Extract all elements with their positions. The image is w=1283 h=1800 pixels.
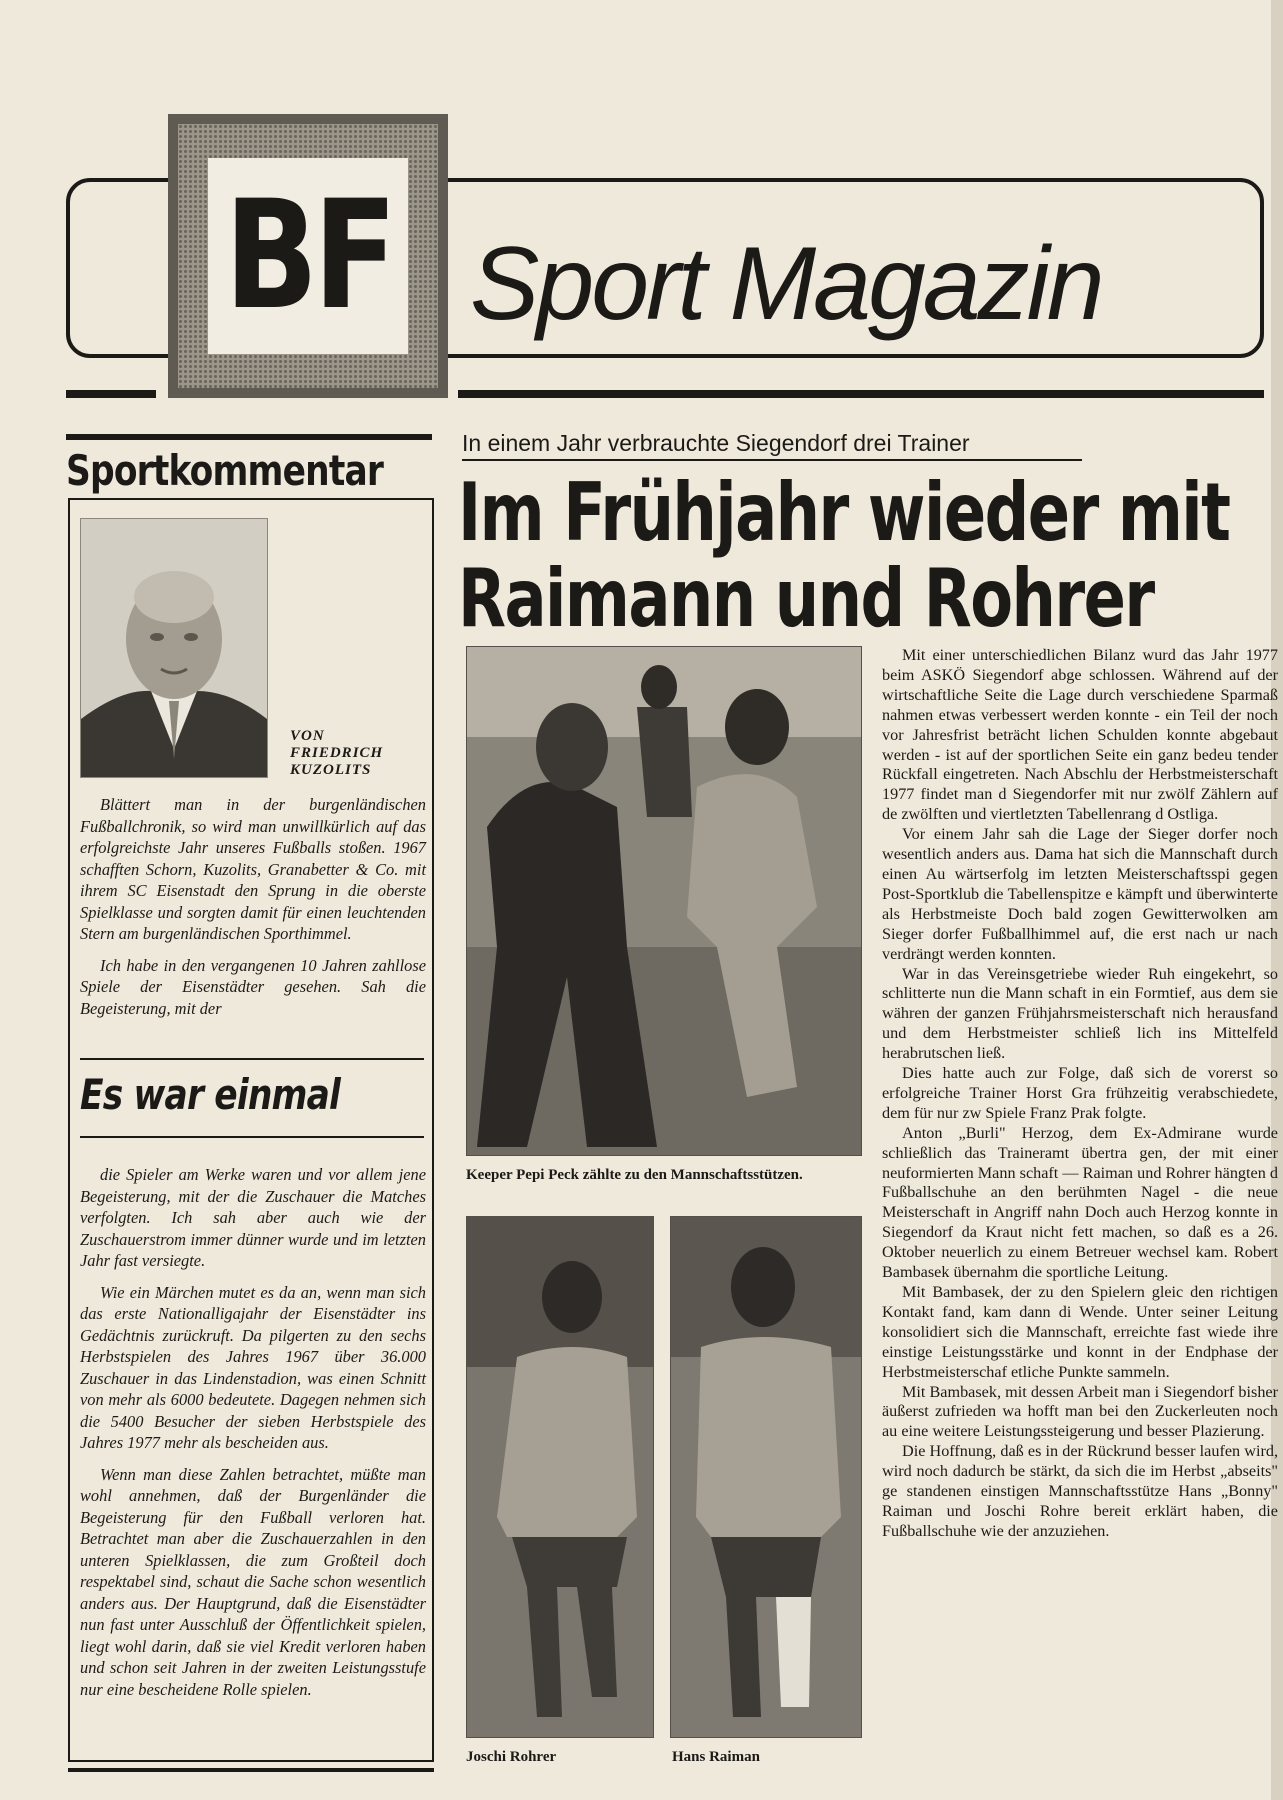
byline-von: VON xyxy=(290,728,325,744)
subheading-rule-bottom xyxy=(80,1136,424,1138)
magazine-title: Sport Magazin xyxy=(470,226,1102,342)
masthead-rule-left xyxy=(66,390,156,398)
bf-logo xyxy=(168,114,448,398)
commentary-text-top xyxy=(80,794,426,1029)
headline-line-2: Raimann und Rohrer xyxy=(458,552,1154,645)
raiman-photo-drawing xyxy=(671,1217,861,1737)
rohrer-photo xyxy=(466,1216,654,1738)
author-portrait xyxy=(80,518,268,778)
headline-line-1: Im Frühjahr wieder mit xyxy=(458,466,1230,559)
article-paragraph: Mit Bambasek, mit dessen Arbeit man i Siegendorf bisher äußerst zufrieden wa hofft man bei den Zuckerleuten noch au eine weitere Leistungssteigerung und besser Plazierung. xyxy=(882,1382,1278,1441)
author-portrait-drawing xyxy=(81,519,267,777)
commentary-paragraph: Blättert man in der burgenländischen Fußballchronik, so wird man unwillkürlich auf das erfolgreichste Jahr unseres Fußballs stoßen. 1967 schafften Schorn, Kuzolits, Granabetter & Co. mit ihrem SC Eisenstadt den Sprung in die oberste Spielklasse und sorgten damit für einen leuchtenden Stern am burgenländischen Sporthimmel. xyxy=(80,795,426,943)
keeper-photo xyxy=(466,646,862,1156)
commentary-subheading: Es war einmal xyxy=(80,1070,341,1119)
keeper-photo-drawing xyxy=(467,647,861,1155)
commentary-heading: Sportkommentar xyxy=(66,446,384,495)
raiman-photo xyxy=(670,1216,862,1738)
raiman-caption: Hans Raiman xyxy=(672,1749,760,1765)
author-byline xyxy=(290,728,430,779)
commentary-text-bottom xyxy=(80,1164,426,1710)
commentary-top-rule xyxy=(66,434,432,440)
bf-logo-inner xyxy=(208,158,408,354)
commentary-paragraph: Wie ein Märchen mutet es da an, wenn man sich das erste Nationalligajahr der Eisenstädter ins Gedächtnis zurückruft. Da pilgerten zu den sechs Herbstspielen des Jahres 1967 über 36.000 Zuschauer in das Lindenstadion, was einen Schnitt von mehr als 6000 bedeutete. Dagegen nehmen sich die 5400 Besucher der sieben Herbstspiele des Jahres 1977 mehr als bescheiden aus. xyxy=(80,1282,426,1452)
article-headline xyxy=(458,466,1230,645)
article-paragraph: Die Hoffnung, daß es in der Rückrund besser laufen wird, wird noch dadurch be stärkt, da sich die im Herbst „abseits" ge standenen einstigen Mannschaftsstütze Hans „Bonny" Raiman und Joschi Rohre bereit erklärt haben, die Fußballschuhe wie der anzuziehen. xyxy=(882,1442,1278,1540)
byline-first-name: FRIEDRICH xyxy=(290,745,384,761)
commentary-paragraph: Wenn man diese Zahlen betrachtet, müßte man wohl annehmen, daß der Burgenländer die Begeisterung für den Fußball verloren hat. Betrachtet man aber die Zuschauerzahlen in den unteren Spielklassen, die zum Großteil doch respektabel sind, schaut die Sache schon wesentlich anders aus. Der Hauptgrund, daß die Eisenstädter nun fast unter Ausschluß der Öffentlichkeit spielen, liegt wohl darin, daß sie viel Kredit verloren haben und schon seit Jahren in der zweiten Leistungsstufe nur eine bescheidene Rolle spielen. xyxy=(80,1464,426,1699)
kicker-rule xyxy=(462,459,1082,461)
keeper-photo-caption: Keeper Pepi Peck zählte zu den Mannschaftsstützen. xyxy=(466,1167,803,1183)
article-paragraph: Mit Bambasek, der zu den Spielern gleic den richtigen Kontakt fand, kam dann di Wende. Unter seiner Leitung konsolidiert sich die Mannschaft, erreichte fast wiede ihre einstige Leistungsstärke und konnt in der Endphase der Herbstmeisterschaf etliche Punkte sammeln. xyxy=(882,1283,1278,1381)
article-body xyxy=(882,646,1278,1542)
rohrer-caption: Joschi Rohrer xyxy=(466,1749,557,1765)
article-paragraph: Anton „Burli" Herzog, dem Ex-Admirane wurde schließlich das Traineramt übertra gen, der mit einer neuformierten Mann schaft — Raiman und Rohrer hängten d Fußballschuhe an den berühmten Nagel - die neue Meisterschaft in Angriff nahn Doch auch Herzog konnte in Siegendorf da Kraut nicht fett machen, so daß es a 26. Oktober neuerlich zu einem Betreuer wechsel kam. Robert Bambasek übernahm die sportliche Leitung. xyxy=(882,1123,1278,1282)
bf-logo-text: BF xyxy=(224,169,392,343)
rohrer-photo-drawing xyxy=(467,1217,653,1737)
commentary-paragraph: Ich habe in den vergangenen 10 Jahren zahllose Spiele der Eisenstädter gesehen. Sah die Begeisterung, mit der xyxy=(80,955,426,1018)
article-paragraph: Dies hatte auch zur Folge, daß sich de vorerst so erfolgreiche Trainer Horst Gra frühzeitig verabschiedete, dem für nur zw Spiele Franz Prak folgte. xyxy=(882,1064,1278,1122)
masthead-rule-right xyxy=(458,390,1264,398)
article-paragraph: Vor einem Jahr sah die Lage der Sieger dorfer noch wesentlich anders aus. Dama hat sich die Mannschaft durch einen Au wärtserfolg im letzten Meisterschaftsspi gegen Post-Sportklub die Tabellenspitze e kämpft und überwinterte als Herbstmeiste Doch bald zogen Gewitterwolken am Sieger dorfer Fußballhimmel auf, die erst nach ur nach verdrängt werden konnten. xyxy=(882,825,1278,963)
commentary-paragraph: die Spieler am Werke waren und vor allem jene Begeisterung, mit der die Zuschauer die Matches verfolgten. Ich sah aber auch wie der Zuschauerstrom immer dünner wurde und im letzten Jahr fast versiegte. xyxy=(80,1165,426,1270)
byline-last-name: KUZOLITS xyxy=(290,762,372,778)
subheading-rule-top xyxy=(80,1058,424,1060)
article-paragraph: Mit einer unterschiedlichen Bilanz wurd das Jahr 1977 beim ASKÖ Siegendorf abge schlossen. Während auf der wirtschaftliche Seite die Lage durch verschiedene Sparmaß nahmen etwas verbessert werden konnte - ein Teil der noch vor Jahresfrist beträcht lichen Schulden konnte abgebaut werden - ist auf der sportlichen Seite ein ganz bedeu tender Rückfall eingetreten. Nach Abschlu der Herbstmeisterschaft 1977 findet man d Siegendorfer mit nur zwölf Zählern auf de zwölften und viertletzten Tabellenrang d Ostliga. xyxy=(882,646,1278,824)
article-paragraph: War in das Vereinsgetriebe wieder Ruh eingekehrt, so schlitterte nun die Mann schaft in ein Formtief, aus dem sie währen der ganzen Frühjahrsmeisterschaft nich herausfand und dem Herbstmeister schließ lich ins Mittelfeld herabrutschen ließ. xyxy=(882,964,1278,1063)
article-kicker: In einem Jahr verbrauchte Siegendorf drei Trainer xyxy=(462,430,970,456)
commentary-bottom-rule xyxy=(68,1768,434,1772)
